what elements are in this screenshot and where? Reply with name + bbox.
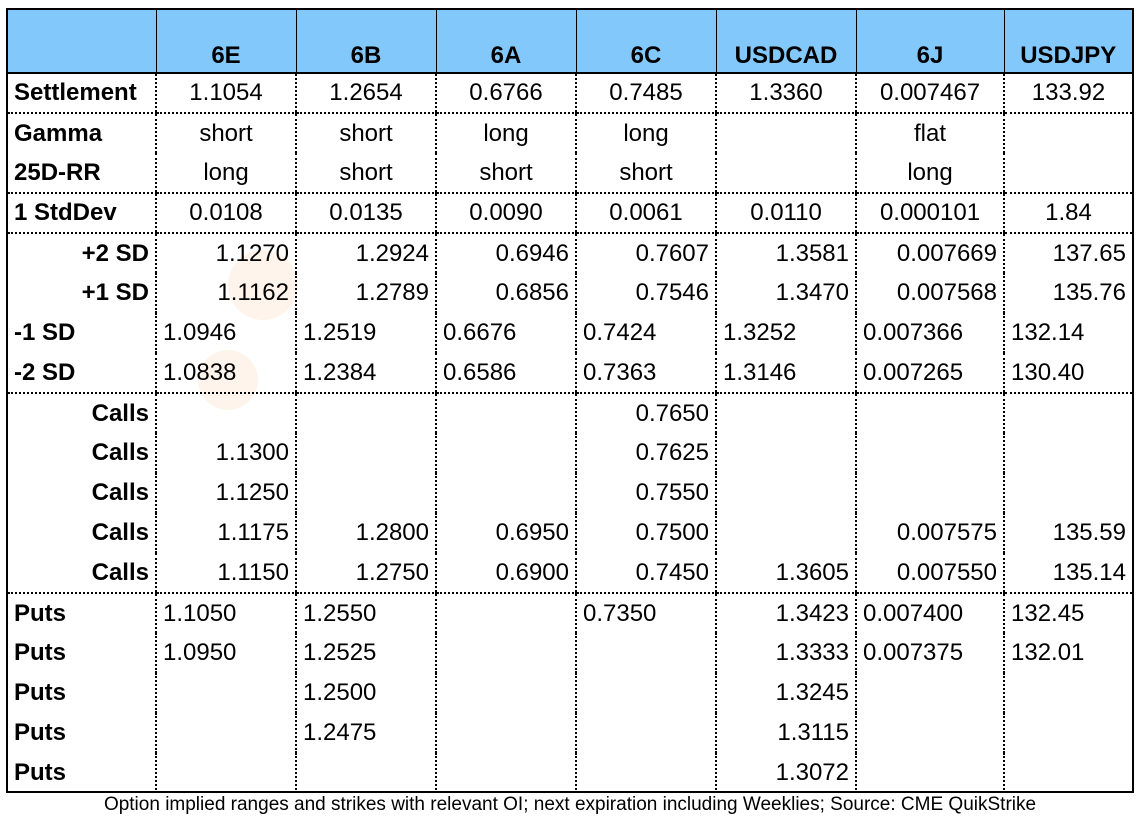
- table-cell: 0.6586: [436, 353, 576, 393]
- row-plus-1-sd: [8, 273, 1132, 313]
- table-cell: 1.3252: [716, 313, 856, 353]
- table-cell: 1.3333: [716, 633, 856, 673]
- table-cell: [1004, 473, 1132, 513]
- table-cell: 1.1270: [156, 233, 296, 273]
- table-cell: [576, 633, 716, 673]
- table-cell: 1.3423: [716, 593, 856, 633]
- table-cell: [296, 393, 436, 433]
- table-cell: [1004, 753, 1132, 793]
- table-cell: 135.59: [1004, 513, 1132, 553]
- row-calls: [8, 553, 1132, 593]
- table-cell: [296, 433, 436, 473]
- row-calls: [8, 433, 1132, 473]
- table-cell: 0.6676: [436, 313, 576, 353]
- table-cell: 0.6946: [436, 233, 576, 273]
- row-label: Puts: [14, 599, 67, 627]
- table-cell: [576, 753, 716, 793]
- table-cell: 0.007568: [856, 273, 1004, 313]
- table-cell: 1.2550: [296, 593, 436, 633]
- table-cell: short: [156, 113, 296, 153]
- table-cell: 0.7363: [576, 353, 716, 393]
- table-cell: 1.1050: [156, 593, 296, 633]
- table-cell: [436, 753, 576, 793]
- table-cell: 130.40: [1004, 353, 1132, 393]
- table-cell: [716, 153, 856, 193]
- table-cell: [1004, 153, 1132, 193]
- table-cell: 1.3360: [716, 73, 856, 113]
- table-cell: 0.7450: [576, 553, 716, 593]
- table-cell: [436, 473, 576, 513]
- row-label: Gamma: [14, 119, 103, 147]
- table-cell: 0.6900: [436, 553, 576, 593]
- table-cell: [156, 753, 296, 793]
- table-cell: 1.2924: [296, 233, 436, 273]
- table-cell: 0.7424: [576, 313, 716, 353]
- table-cell: [156, 393, 296, 433]
- row-label: 25D-RR: [8, 153, 156, 193]
- row-puts: [8, 713, 1132, 753]
- table-cell: 1.0838: [156, 353, 296, 393]
- table-cell: 0.0090: [436, 193, 576, 233]
- table-cell: [436, 713, 576, 753]
- row-label: Calls: [91, 399, 149, 427]
- row-label: Calls: [91, 439, 149, 466]
- table-cell: long: [156, 153, 296, 193]
- row-puts: [8, 753, 1132, 793]
- table-cell: [716, 513, 856, 553]
- column-header: 6J: [856, 10, 1004, 73]
- table-cell: 1.1054: [156, 73, 296, 113]
- table-cell: [716, 473, 856, 513]
- row-label: Calls: [91, 479, 149, 506]
- table-cell: 0.6950: [436, 513, 576, 553]
- table-cell: 0.0108: [156, 193, 296, 233]
- row-label: Puts: [14, 679, 67, 706]
- table-cell: [856, 673, 1004, 713]
- table-cell: [716, 113, 856, 153]
- table-cell: short: [296, 113, 436, 153]
- table-cell: 1.2789: [296, 273, 436, 313]
- row-label: Calls: [91, 519, 149, 546]
- table-cell: short: [576, 153, 716, 193]
- table-cell: 0.000101: [856, 193, 1004, 233]
- row-label: 1 StdDev: [8, 193, 156, 233]
- table-cell: [856, 433, 1004, 473]
- table-cell: 132.14: [1004, 313, 1132, 353]
- row-gamma: [8, 113, 1132, 153]
- table-cell: 1.84: [1004, 193, 1132, 233]
- table-body: [8, 10, 1132, 793]
- table-cell: [856, 393, 1004, 433]
- table-cell: 1.2654: [296, 73, 436, 113]
- table-cell: 0.7650: [576, 393, 716, 433]
- table-cell: 1.1250: [156, 473, 296, 513]
- table-cell: 0.7625: [576, 433, 716, 473]
- table-cell: [856, 713, 1004, 753]
- table-cell: 1.3605: [716, 553, 856, 593]
- table-cell: [1004, 433, 1132, 473]
- table-cell: 1.3146: [716, 353, 856, 393]
- column-header: 6B: [296, 10, 436, 73]
- table-cell: 1.2800: [296, 513, 436, 553]
- table-cell: 0.7546: [576, 273, 716, 313]
- table-cell: [156, 673, 296, 713]
- table-cell: 0.6766: [436, 73, 576, 113]
- table-cell: 1.2750: [296, 553, 436, 593]
- row-label: +2 SD: [81, 239, 149, 267]
- row-minus-1-sd: [8, 313, 1132, 353]
- table-cell: short: [436, 153, 576, 193]
- table-cell: [436, 433, 576, 473]
- table-cell: 137.65: [1004, 233, 1132, 273]
- table-cell: 135.14: [1004, 553, 1132, 593]
- table-cell: 0.007550: [856, 553, 1004, 593]
- row-label: -1 SD: [14, 319, 76, 346]
- table-cell: 135.76: [1004, 273, 1132, 313]
- table-cell: 1.3581: [716, 233, 856, 273]
- row-calls: [8, 513, 1132, 553]
- table-cell: [856, 753, 1004, 793]
- table-cell: 1.2525: [296, 633, 436, 673]
- row-25d-rr: [8, 153, 1132, 193]
- table-cell: [1004, 393, 1132, 433]
- table-cell: 0.0061: [576, 193, 716, 233]
- table-cell: [156, 713, 296, 753]
- table-cell: 0.007366: [856, 313, 1004, 353]
- table-cell: 1.0946: [156, 313, 296, 353]
- table-cell: 1.2475: [296, 713, 436, 753]
- table-cell: [576, 713, 716, 753]
- table-cell: [1004, 673, 1132, 713]
- row-label: Calls: [8, 553, 156, 593]
- table-cell: 1.3115: [716, 713, 856, 753]
- table-cell: 0.7500: [576, 513, 716, 553]
- table-cell: [856, 473, 1004, 513]
- table-cell: [716, 393, 856, 433]
- row-calls: [8, 393, 1132, 433]
- table-cell: 0.007265: [856, 353, 1004, 393]
- table-cell: 1.1175: [156, 513, 296, 553]
- table-cell: 1.3470: [716, 273, 856, 313]
- row-label: Puts: [14, 719, 67, 746]
- table-cell: 0.007467: [856, 73, 1004, 113]
- row-label: Puts: [14, 639, 67, 666]
- table-cell: long: [576, 113, 716, 153]
- column-header: 6E: [156, 10, 296, 73]
- table-cell: 133.92: [1004, 73, 1132, 113]
- column-header: USDJPY: [1004, 10, 1132, 73]
- table-cell: [296, 473, 436, 513]
- row-calls: [8, 473, 1132, 513]
- table-cell: 1.3072: [716, 753, 856, 793]
- table-cell: 1.1162: [156, 273, 296, 313]
- table-cell: [1004, 713, 1132, 753]
- row-minus-2-sd: [8, 353, 1132, 393]
- table-cell: 0.7485: [576, 73, 716, 113]
- table-cell: [1004, 113, 1132, 153]
- table-cell: [436, 393, 576, 433]
- row-label: Puts: [14, 759, 67, 786]
- table-cell: 1.2519: [296, 313, 436, 353]
- table-cell: 0.0110: [716, 193, 856, 233]
- table-cell: 1.2500: [296, 673, 436, 713]
- column-header: 6C: [576, 10, 716, 73]
- table-cell: 1.0950: [156, 633, 296, 673]
- table-cell: 1.2384: [296, 353, 436, 393]
- table-cell: 0.007400: [856, 593, 1004, 633]
- table-cell: 1.1150: [156, 553, 296, 593]
- table-cell: 0.0135: [296, 193, 436, 233]
- table-cell: long: [856, 153, 1004, 193]
- table-cell: 0.7550: [576, 473, 716, 513]
- table-cell: [296, 753, 436, 793]
- row-label: -2 SD: [8, 353, 156, 393]
- table-cell: [716, 433, 856, 473]
- table-cell: flat: [856, 113, 1004, 153]
- options-range-table: [8, 10, 1132, 793]
- table-cell: [436, 593, 576, 633]
- table-cell: [576, 673, 716, 713]
- column-header: USDCAD: [716, 10, 856, 73]
- row-label: +1 SD: [81, 279, 149, 306]
- row-puts: [8, 673, 1132, 713]
- table-cell: 0.7350: [576, 593, 716, 633]
- table-cell: 0.7607: [576, 233, 716, 273]
- table-cell: 1.1300: [156, 433, 296, 473]
- table-cell: short: [296, 153, 436, 193]
- table-cell: long: [436, 113, 576, 153]
- table-cell: 0.6856: [436, 273, 576, 313]
- table-cell: 0.007669: [856, 233, 1004, 273]
- table-caption: Option implied ranges and strikes with relevant OI; next expiration including Weeklies; Source: CME QuikStrike: [103, 794, 1037, 815]
- options-table-frame: [6, 8, 1134, 793]
- row-settlement: [8, 73, 1132, 113]
- row-puts: [8, 593, 1132, 633]
- table-cell: [436, 633, 576, 673]
- table-cell: 0.007575: [856, 513, 1004, 553]
- row-1-stddev: [8, 193, 1132, 233]
- header-corner: [8, 10, 156, 73]
- row-label: Settlement: [8, 73, 156, 113]
- table-cell: 132.01: [1004, 633, 1132, 673]
- table-cell: 0.007375: [856, 633, 1004, 673]
- row-plus-2-sd: [8, 233, 1132, 273]
- row-puts: [8, 633, 1132, 673]
- header-row: [8, 10, 1132, 73]
- table-cell: 1.3245: [716, 673, 856, 713]
- column-header: 6A: [436, 10, 576, 73]
- table-cell: 132.45: [1004, 593, 1132, 633]
- table-cell: [436, 673, 576, 713]
